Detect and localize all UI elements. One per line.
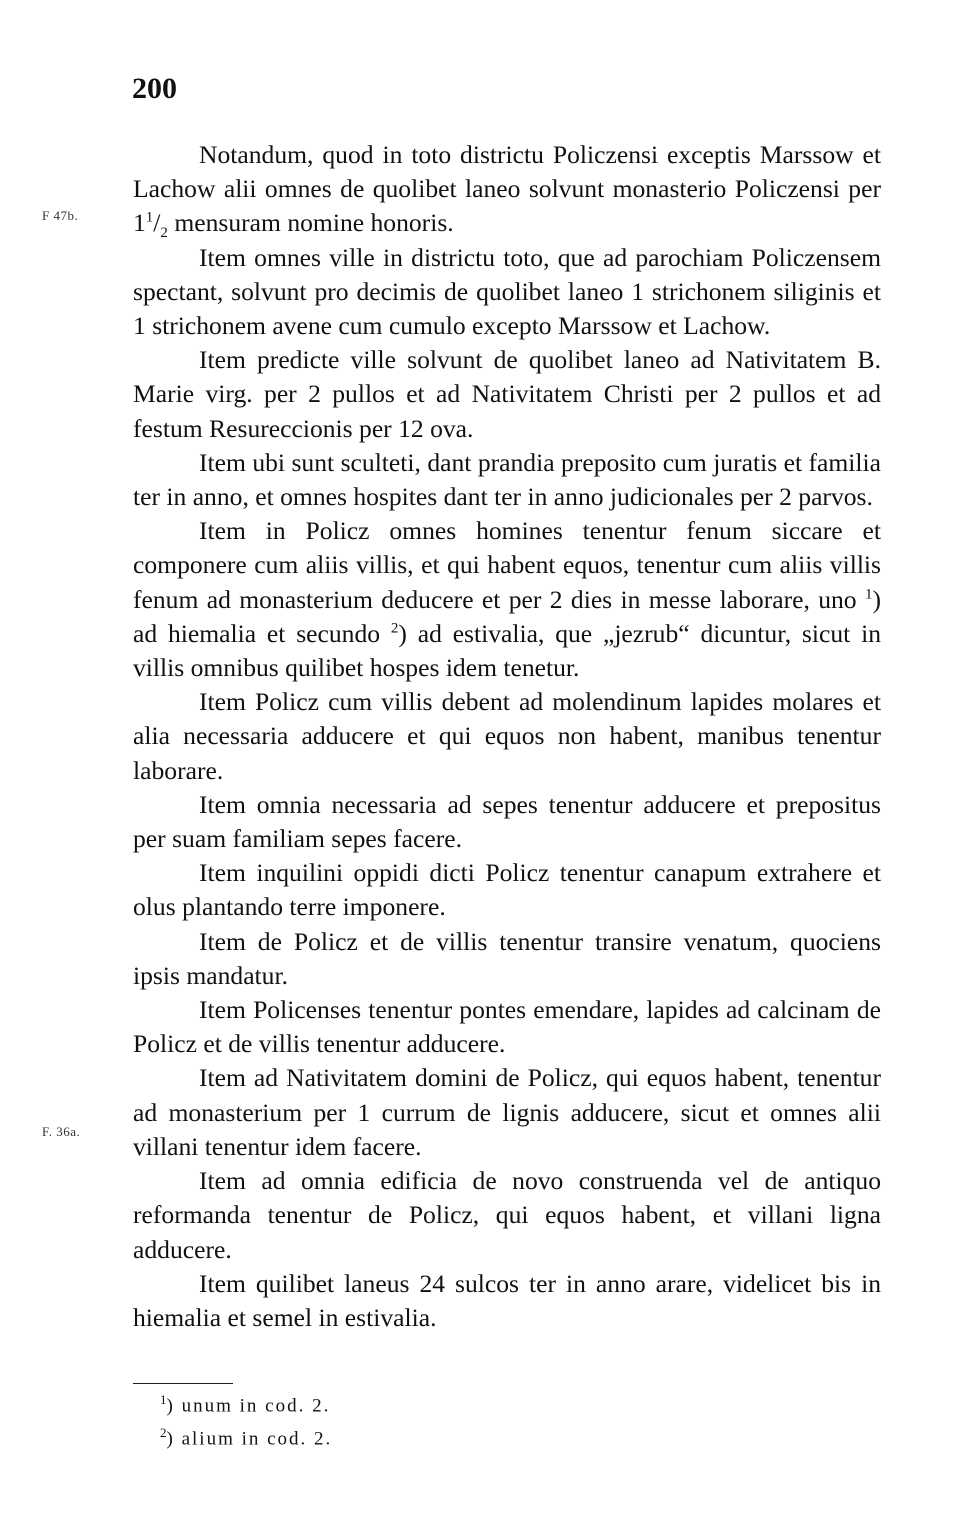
paragraph-5 — [133, 514, 881, 685]
paragraph-1-end: mensuram nomine honoris. — [167, 208, 454, 238]
footnote-1-mark: 1 — [160, 1392, 167, 1407]
paragraph-4: Item ubi sunt sculteti, dant prandia preposito cum juratis et familia ter in anno, et omnes hospites dant ter in anno judicionales per 2 parvos. — [133, 447, 881, 512]
paragraph-12: Item ad omnia edificia de novo construenda vel de antiquo reformanda tenentur de Policz, qui equos habent, et villani ligna adducere. — [133, 1166, 881, 1264]
paragraph-5-text-c: ) ad estivalia, que „jezrub“ dicuntur, sicut in villis omnibus quilibet hospes idem tenetur. — [133, 618, 881, 683]
paragraph-1-text: Notandum, quod in toto districtu Policzensi exceptis Marssow et Lachow alii omnes de quolibet laneo solvunt monasterio Policzensi per 1 — [133, 140, 881, 238]
main-text — [133, 138, 881, 1335]
paragraph-10: Item Policenses tenentur pontes emendare, lapides ad calcinam de Policz et de villis tenentur adducere. — [133, 995, 881, 1059]
paragraph-11: Item ad Nativitatem domini de Policz, qui equos habent, tenentur ad monasterium per 1 currum de lignis adducere, sicut et omnes alii villani tenentur idem facere. — [133, 1063, 881, 1161]
paragraph-2: Item omnes ville in districtu toto, que ad parochiam Policzensem spectant, solvunt pro decimis de quolibet laneo 1 strichonem siliginis et 1 strichonem avene cum cumulo excepto Marssow et Lachow. — [133, 242, 881, 341]
footnotes — [160, 1386, 332, 1453]
paragraph-8: Item inquilini oppidi dicti Policz tenentur canapum extrahere et olus plantando terre imponere. — [133, 858, 881, 922]
paragraph-3: Item predicte ville solvunt de quolibet laneo ad Nativitatem B. Marie virg. per 2 pullos et ad Nativitatem Christi per 2 pullos et ad festum Resureccionis per 12 ova. — [133, 345, 881, 443]
paragraph-9: Item de Policz et de villis tenentur transire venatum, quociens ipsis mandatur. — [133, 926, 881, 990]
margin-note-folio-36a: F. 36a. — [42, 1124, 81, 1139]
footnote-2-mark: 2 — [160, 1425, 167, 1441]
margin-note-folio-47b: F 47b. — [42, 208, 79, 223]
paragraph-5-text-b: ) ad hiemalia et secundo — [133, 584, 881, 648]
footnote-divider — [133, 1383, 233, 1384]
paragraph-5-text-a: Item in Policz omnes homines tenentur fenum siccare et componere cum aliis villis, et qui habent equos, tenentur cum aliis villis fenum ad monasterium deducere et per 2 dies in messe laborare, uno — [133, 516, 881, 614]
paragraph-7: Item omnia necessaria ad sepes tenentur adducere et prepositus per suam familiam sepes facere. — [133, 789, 881, 854]
paragraph-13: Item quilibet laneus 24 sulcos ter in anno arare, videlicet bis in hiemalia et semel in estivalia. — [133, 1268, 881, 1332]
footnote-2-text: ) alium in cod. 2. — [166, 1428, 333, 1450]
fraction-numerator: 1 — [145, 209, 154, 226]
footnote-1 — [160, 1386, 332, 1419]
footnote-ref-2: 2 — [390, 620, 399, 637]
page-number: 200 — [132, 72, 177, 105]
paragraph-1: Notandum, quod in toto districtu Policzensi exceptis Marssow et Lachow alii omnes de quolibet laneo solvunt monasterio Policzensi per $1^1/_2$ mensuram nomine honoris. — [133, 140, 881, 242]
footnote-1-text: ) unum in cod. 2. — [166, 1395, 331, 1417]
paragraph-6: Item Policz cum villis debent ad molendinum lapides molares et alia necessaria adducere et qui equos non habent, manibus tenentur laborare. — [133, 687, 881, 785]
footnote-ref-1: 1 — [864, 586, 873, 603]
footnote-2 — [160, 1419, 332, 1452]
fraction-denominator: 2 — [160, 225, 168, 242]
